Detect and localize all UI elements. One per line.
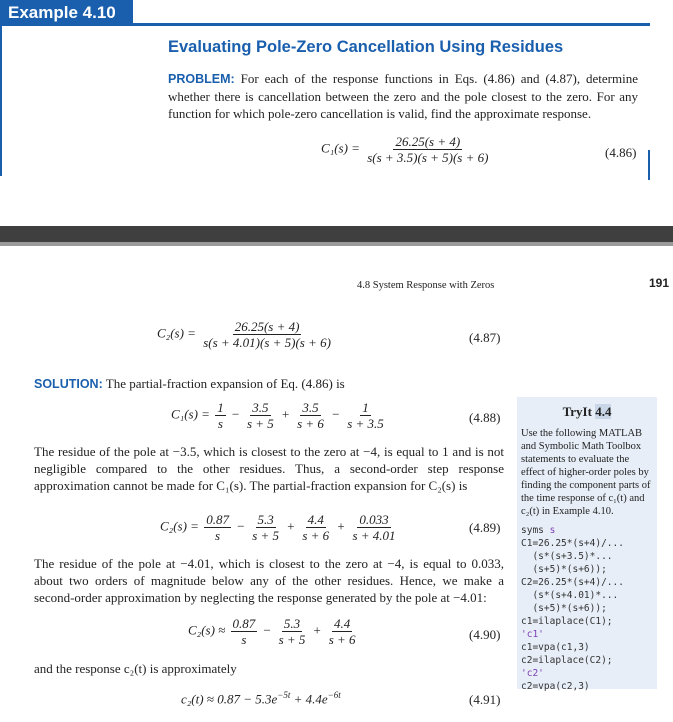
eq489-term-0 xyxy=(204,512,231,543)
eq489-term-1-num: 5.3 xyxy=(257,512,274,527)
equation-4-86 xyxy=(321,134,492,165)
equation-4-89 xyxy=(160,512,400,543)
solution-intro-text: The partial-fraction expansion of Eq. (4.86) is xyxy=(105,376,345,391)
eq486-fraction xyxy=(365,134,490,165)
tryit-title-prefix: TryIt xyxy=(562,404,596,419)
eq490-term-1-den: s + 5 xyxy=(278,632,306,647)
eq488-term-0 xyxy=(215,400,226,431)
eq488-sign-2: + xyxy=(281,406,290,422)
eq488-term-3 xyxy=(345,400,386,431)
eq488-lhs: C₁(s) = xyxy=(171,406,210,422)
code-line xyxy=(521,667,624,680)
eq488-term-1-num: 3.5 xyxy=(252,400,269,415)
eq490-term-0 xyxy=(231,616,258,647)
eq488-sign-1: − xyxy=(230,406,240,422)
code-line xyxy=(521,563,624,576)
eq489-term-2-den: s + 6 xyxy=(302,528,330,543)
eq486-denominator: s(s + 3.5)(s + 5)(s + 6) xyxy=(367,150,489,165)
eq490-term-1 xyxy=(277,616,308,647)
eq491-number: (4.91) xyxy=(469,692,501,707)
eq488-term-2 xyxy=(295,400,326,431)
page-divider xyxy=(0,226,673,242)
tryit-description: Use the following MATLAB and Symbolic Math Toolbox statements to evaluate the effect of higher-order poles by finding the component parts of the time response of c₁(t) and c₂(t) in Example 4.10. xyxy=(521,428,651,517)
code-line xyxy=(521,550,624,563)
eq490-term-2-num: 4.4 xyxy=(334,616,351,631)
solution-label: SOLUTION: xyxy=(34,377,103,391)
eq490-term-2 xyxy=(327,616,358,647)
eq491-mid: + 4.4e xyxy=(290,691,328,707)
eq490-term-0-den: s xyxy=(241,632,247,647)
eq488-sign-3: − xyxy=(331,406,340,422)
eq487-numerator: 26.25(s + 4) xyxy=(234,319,300,334)
code-line xyxy=(521,589,624,602)
code-line xyxy=(521,537,624,550)
code-line xyxy=(521,615,624,628)
eq489-term-3-den: s + 4.01 xyxy=(352,528,396,543)
equation-4-88 xyxy=(171,400,388,431)
solution-paragraph-2: The residue of the pole at −4.01, which is closest to the zero at −4, is equal to 0.033, about two orders of magnitude below any of the other residues. Hence, we make a second-order approximation by neglecting the response generated by the pole at −4.01: xyxy=(34,556,504,605)
code-line-text: (s*(s+3.5)*... xyxy=(521,551,613,562)
eq487-lhs: C₂(s) = xyxy=(157,325,196,341)
eq489-number: (4.89) xyxy=(469,520,501,535)
eq489-term-3 xyxy=(350,512,397,543)
eq490-lhs: C₂(s) ≈ xyxy=(188,622,226,638)
equation-4-91 xyxy=(181,690,341,707)
code-line-text: c2=ilaplace(C2); xyxy=(521,655,613,666)
example-left-border xyxy=(0,26,2,176)
eq487-denominator: s(s + 4.01)(s + 5)(s + 6) xyxy=(203,335,331,350)
eq489-term-3-num: 0.033 xyxy=(359,512,389,527)
running-head: 4.8 System Response with Zeros xyxy=(357,280,495,291)
problem-text: For each of the response functions in Eqs. (4.86) and (4.87), determine whether there is cancellation between the zero and the pole closest to the zero. For any function for which pole-zero cancellation is valid, find the approximate response. xyxy=(168,71,639,121)
code-line-text: syms xyxy=(521,525,550,536)
example-title: Evaluating Pole-Zero Cancellation Using Residues xyxy=(168,38,564,56)
eq486-number: (4.86) xyxy=(605,145,637,160)
solution-intro xyxy=(34,375,504,393)
eq489-lhs: C₂(s) = xyxy=(160,518,199,534)
eq491-exponent-1: −5t xyxy=(277,690,291,700)
code-line xyxy=(521,641,624,654)
eq491-exponent-2: −6t xyxy=(327,690,341,700)
eq489-term-0-num: 0.87 xyxy=(206,512,229,527)
tryit-title xyxy=(518,404,656,420)
eq489-sign-1: − xyxy=(236,518,245,534)
eq488-term-3-den: s + 3.5 xyxy=(347,416,384,431)
eq486-numerator: 26.25(s + 4) xyxy=(395,134,461,149)
eq489-sign-3: + xyxy=(336,518,346,534)
eq487-number: (4.87) xyxy=(469,330,501,345)
eq488-term-1 xyxy=(245,400,276,431)
page-divider-shadow xyxy=(0,242,673,246)
tryit-title-number: 4.4 xyxy=(595,404,612,419)
eq488-term-2-num: 3.5 xyxy=(302,400,319,415)
eq489-sign-2: + xyxy=(286,518,296,534)
equation-4-90 xyxy=(188,616,360,647)
problem-label: PROBLEM: xyxy=(168,72,235,86)
code-line xyxy=(521,524,624,537)
code-line xyxy=(521,628,624,641)
eq489-term-0-den: s xyxy=(215,528,221,543)
code-line-string: s xyxy=(549,525,556,536)
solution-paragraph-1: The residue of the pole at −3.5, which is closest to the zero at −4, is equal to 1 and is not negligible compared to the other residues. Thus, a second-order step response approximation cannot be made for C₁(s). The partial-fraction expansion for C₂(s) is xyxy=(34,444,504,493)
code-line-text: (s+5)*(s+6)); xyxy=(521,564,607,575)
code-line-text: C2=26.25*(s+4)/... xyxy=(521,577,624,588)
solution-paragraph-3: and the response c₂(t) is approximately xyxy=(34,661,237,676)
eq489-term-1 xyxy=(250,512,281,543)
code-line-text: (s*(s+4.01)*... xyxy=(521,590,619,601)
code-line-text: c2=vpa(c2,3) xyxy=(521,681,590,692)
code-line xyxy=(521,680,624,693)
eq488-term-0-num: 1 xyxy=(217,400,224,415)
code-line xyxy=(521,576,624,589)
code-line-string: 'c1' xyxy=(521,629,544,640)
code-line-text: C1=26.25*(s+4)/... xyxy=(521,538,624,549)
code-line xyxy=(521,654,624,667)
eq489-term-2-num: 4.4 xyxy=(307,512,324,527)
eq486-lhs: C₁(s) = xyxy=(321,140,360,156)
code-line xyxy=(521,602,624,615)
matlab-code xyxy=(521,524,624,693)
example-label: Example 4.10 xyxy=(0,0,133,26)
eq488-term-3-num: 1 xyxy=(362,400,369,415)
page-number: 191 xyxy=(649,276,670,290)
eq490-sign-1: − xyxy=(262,622,272,638)
eq488-term-0-den: s xyxy=(217,416,223,431)
eq488-number: (4.88) xyxy=(469,410,501,425)
code-line-text: c1=vpa(c1,3) xyxy=(521,642,590,653)
problem-statement xyxy=(168,70,638,122)
eq489-term-2 xyxy=(300,512,331,543)
eq490-term-1-num: 5.3 xyxy=(283,616,301,631)
code-line-string: 'c2' xyxy=(521,668,544,679)
eq488-term-2-den: s + 6 xyxy=(297,416,324,431)
eq490-term-2-den: s + 6 xyxy=(328,632,356,647)
eq490-number: (4.90) xyxy=(469,627,501,642)
eq487-fraction xyxy=(201,319,333,350)
eq490-sign-2: + xyxy=(312,622,322,638)
code-line-text: (s+5)*(s+6)); xyxy=(521,603,607,614)
equation-4-87 xyxy=(157,319,335,350)
eq489-term-1-den: s + 5 xyxy=(252,528,280,543)
eq491-lhs: c₂(t) ≈ 0.87 − 5.3e xyxy=(181,691,278,707)
eq490-term-0-num: 0.87 xyxy=(232,616,256,631)
code-line-text: c1=ilaplace(C1); xyxy=(521,616,613,627)
eq488-term-1-den: s + 5 xyxy=(246,416,274,431)
example-right-border xyxy=(648,150,650,180)
